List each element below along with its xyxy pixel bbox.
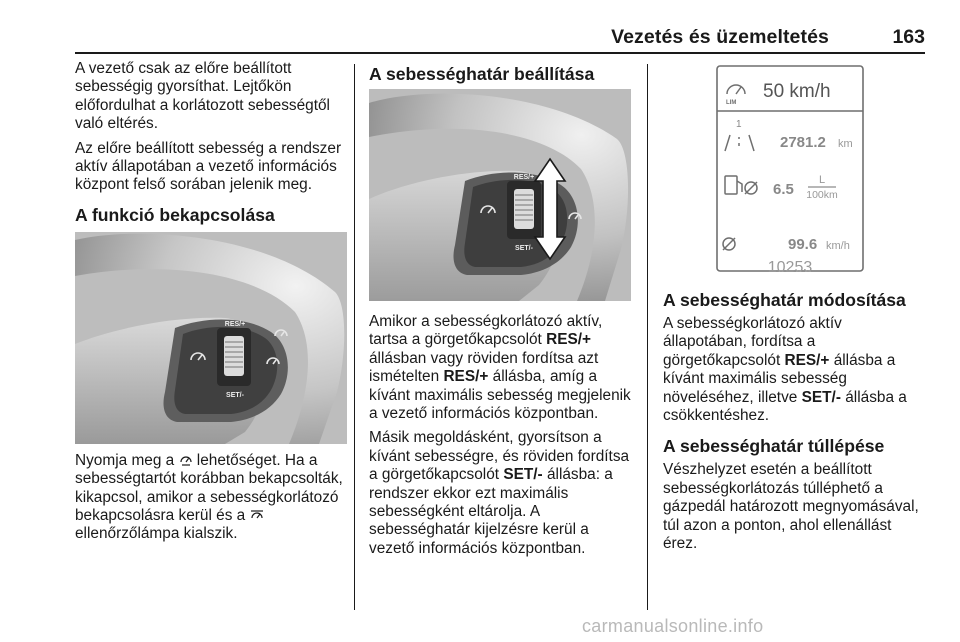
display-consumption-unit-top: L	[818, 174, 826, 186]
paragraph-limit-display: Az előre beállított sebesség a rendszer aktív állapotában a vezető információs központ felső sorában jelenik meg.	[75, 139, 342, 194]
paragraph-limit-accel: A vezető csak az előre beállított sebességig gyorsíthat. Lejtőkön előfordulhat a korlátozott sebességtől való eltérés.	[75, 60, 330, 133]
header-title: Vezetés és üzemeltetés	[611, 26, 829, 48]
limit-icon-text: LIM	[726, 100, 737, 106]
column-1	[75, 60, 347, 550]
wheel-set-label: SET/-	[515, 245, 533, 252]
header-rule	[75, 52, 925, 54]
column-divider-1	[354, 64, 355, 610]
heading-enable: A funkció bekapcsolása	[75, 204, 275, 225]
column-divider-2	[647, 64, 648, 610]
display-consumption: 6.5	[773, 181, 794, 198]
display-avg-speed-unit: km/h	[826, 240, 850, 252]
display-speed-limit: 50 km/h	[763, 81, 831, 102]
wheel-res-label: RES/+	[513, 174, 535, 181]
paragraph-exceed-limit: Vészhelyzet esetén a beállított sebességkorlátozás túlléphető a gázpedál határozott megnyomásával, túl azon a ponton, ahol ellenállást érez.	[663, 461, 919, 553]
display-avg-speed: 99.6	[788, 236, 818, 253]
paragraph-modify-limit: A sebességkorlátozó aktív állapotában, fordítsa a görgetőkapcsolót RES/+ állásba a kívánt maximális sebesség növeléséhez, illetve SET/- állásba a csökkentéshez.	[663, 315, 907, 425]
steering-wheel-illustration-2	[369, 89, 631, 301]
cruise-control-lamp-icon	[250, 508, 264, 522]
steering-wheel-illustration-1	[75, 232, 347, 444]
wheel-res-label: RES/+	[224, 320, 246, 328]
column-3	[663, 63, 929, 559]
watermark: carmanualsonline.info	[582, 616, 764, 636]
display-trip-marker: 1	[736, 119, 742, 130]
wheel-set-label: SET/-	[226, 391, 244, 399]
page-header	[75, 26, 925, 50]
column-2	[369, 63, 631, 564]
display-odometer: 2781.2	[780, 134, 826, 151]
heading-exceed-limit: A sebességhatár túllépése	[663, 436, 885, 457]
driver-info-display-illustration	[663, 63, 929, 275]
speed-limiter-icon	[179, 453, 193, 467]
display-total: 10253	[767, 259, 813, 275]
heading-modify-limit: A sebességhatár módosítása	[663, 290, 906, 310]
paragraph-set-alternative: Másik megoldásként, gyorsítson a kívánt sebességre, és röviden fordítsa a görgetőkapcsolót SET/- állásba: a rendszer ekkor ezt maximális sebességként eltárolja. A sebességhatár kijelzésre kerül a vezető információs központban.	[369, 429, 630, 557]
paragraph-set-res: Amikor a sebességkorlátozó aktív, tartsa a görgetőkapcsolót RES/+ állásban vagy röviden fordítsa azt ismételten RES/+ állásba, amíg a kívánt maximális sebesség megjelenik a vezető információs központban.	[369, 313, 631, 423]
heading-set-limit: A sebességhatár beállítása	[369, 64, 595, 84]
display-odometer-unit: km	[838, 138, 853, 150]
paragraph-enable-instructions: Nyomja meg a lehetőséget. Ha a sebességtartót korábban bekapcsolták, kikapcsol, amikor a sebességkorlátozó bekapcsolásra kerül és a ellenőrzőlámpa kialszik.	[75, 451, 343, 543]
page-number: 163	[892, 26, 925, 48]
display-consumption-unit-bottom: 100km	[806, 189, 838, 201]
